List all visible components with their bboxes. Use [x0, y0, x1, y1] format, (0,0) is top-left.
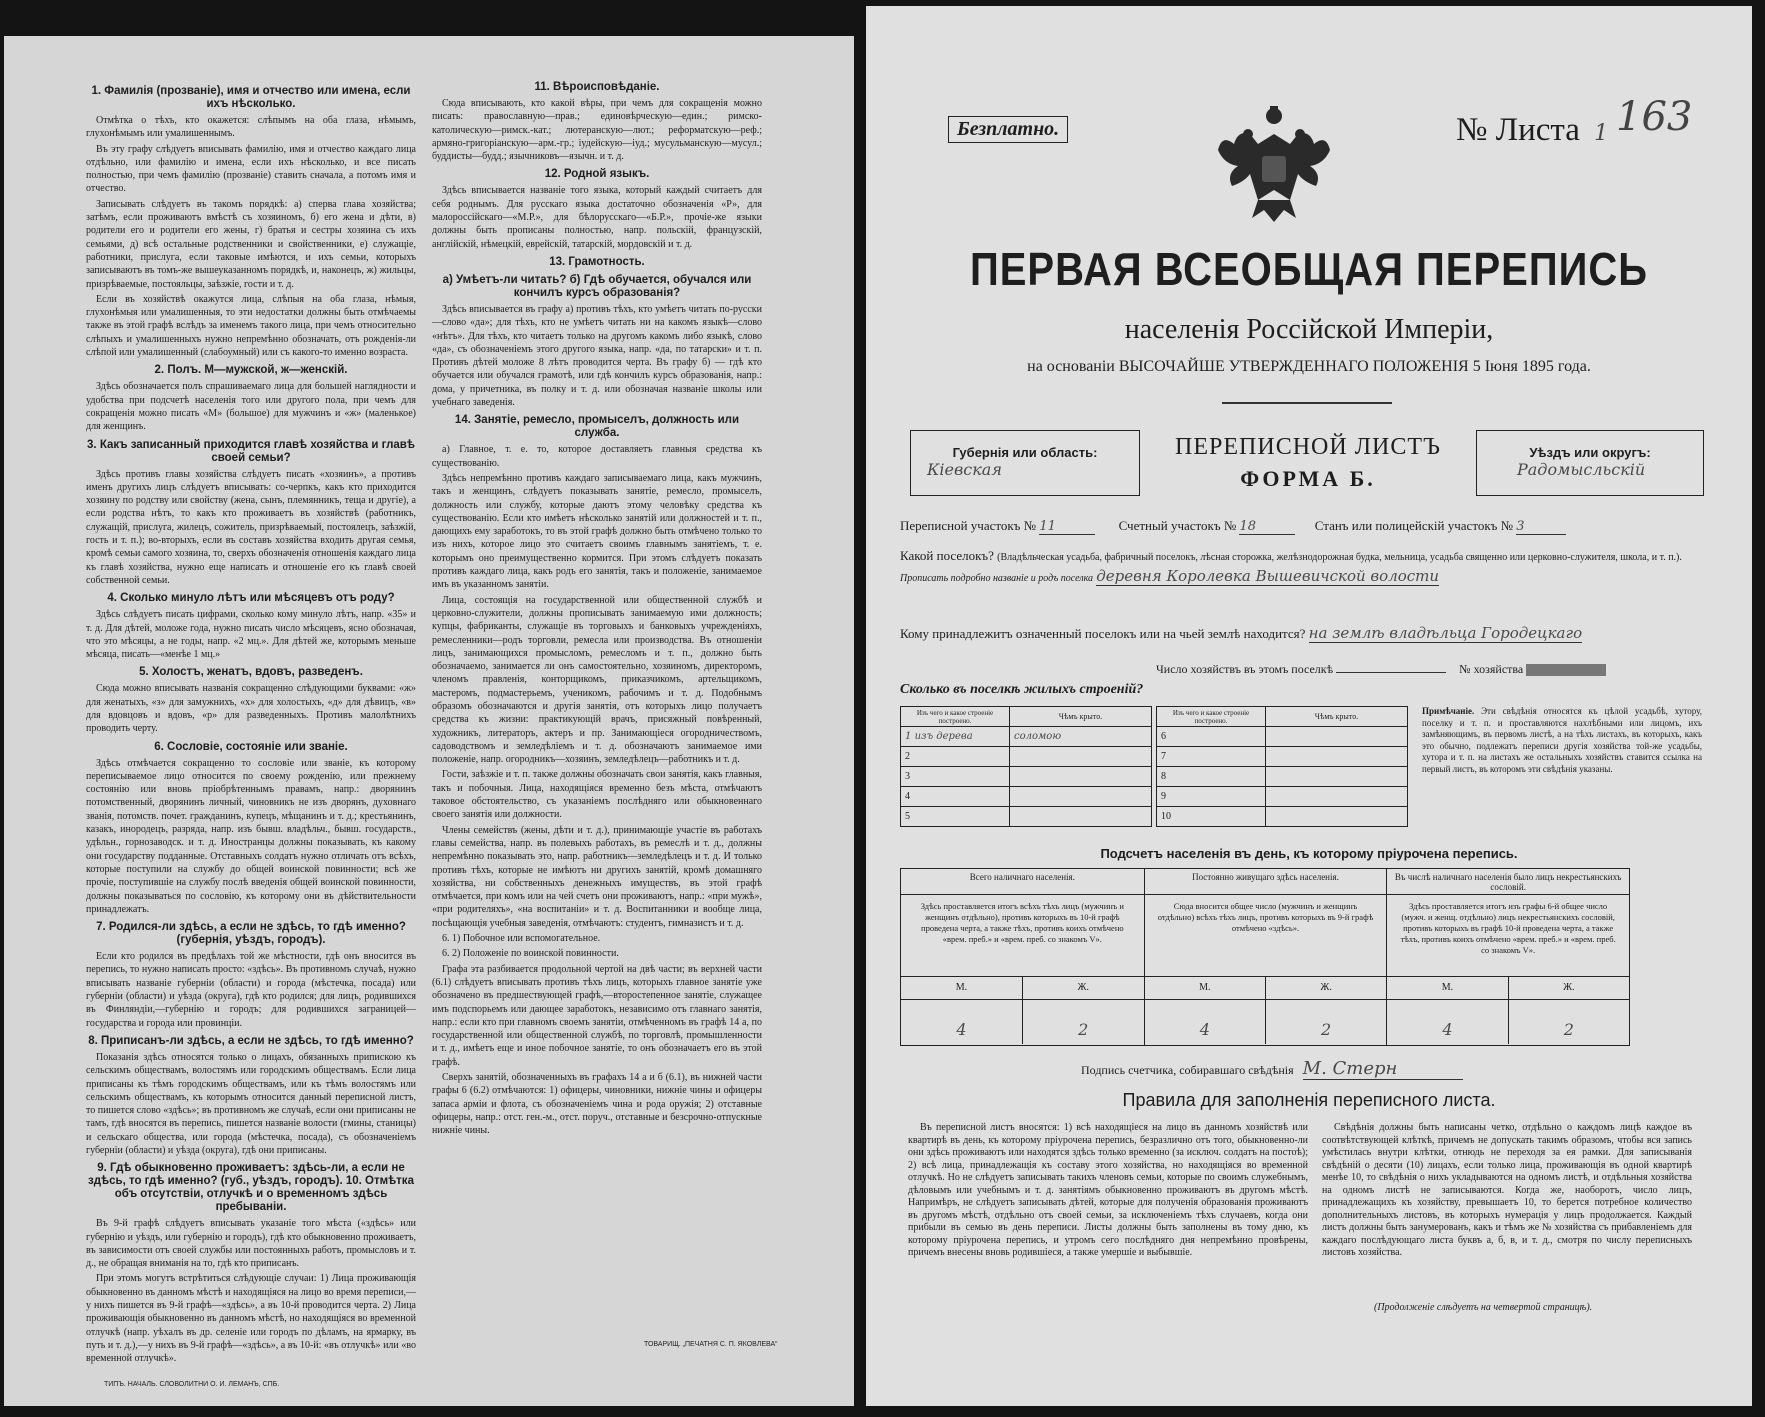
instruction-paragraph: Въ эту графу слѣдуетъ вписывать фамилію, имя и отчество каждаго лица отдѣльно, или фамилію и имена, если ихъ нѣсколько, и все писать полностью, при чемъ фамилію (прозваніе) ставить сначала, а потомъ имя и отчество. — [86, 143, 416, 195]
count-column — [1386, 869, 1629, 1045]
instruction-paragraph: Члены семействъ (жены, дѣти и т. д.), принимающіе участіе въ работахъ главы семейства, напр. въ полевыхъ работахъ, въ ремеслѣ и т. д., должны непремѣнно показывать это, напр. работникъ—земледѣлецъ и т. д. И только противъ тѣхъ, которые не имѣютъ ни другихъ занятій, кромѣ домашняго хозяйства, ни собственныхъ денежныхъ имуществъ, въ этой графѣ отмѣчается, при комъ или на чей счетъ они проживаютъ, напр.: «при мужѣ», «при родителяхъ», «на воспитаніи» и т. д. Воспитанники и вообще лица, посѣщающія учебныя заведенія, отмѣчаютъ: студентъ, гимназистъ и т. д. — [432, 824, 762, 929]
printer-imprint-left: ТИПЪ. НАЧАЛЬ. СЛОВОЛИТНИ О. И. ЛЕМАНЪ, СПБ. — [104, 1381, 280, 1388]
counter-signature: М. Стерн — [1303, 1058, 1463, 1080]
instruction-heading: 6. Сословіе, состояніе или званіе. — [154, 740, 348, 753]
rules-left-text: Въ переписной листъ вносятся: 1) всѣ находящіеся на лицо въ данномъ хозяйствѣ или квартирѣ въ день, къ которому пріурочена перепись, безразлично отъ того, обыкновенно-ли они здѣсь проживаютъ или находятся здѣсь только временно (за исключ. солдатъ на постоѣ); 2) всѣ лица, принадлежащія къ составу этого хозяйства, но находящіяся во временной отлучкѣ. Но не слѣдуетъ записывать такихъ членовъ семьи, которые по своимъ служебнымъ, дѣловымъ или учебнымъ и т. д. занятіямъ обыкновенно проживаютъ въ другомъ мѣстѣ. Напримѣръ, не слѣдуетъ записывать дѣтей, которые для полученія образованія проживаютъ въ другомъ мѣстѣ, отдѣльно отъ своей семьи, за исключеніемъ тѣхъ случаевъ, когда они прибыли въ семью въ день переписи. Листы должны быть заполнены въ тому дню, къ которому пріурочена перепись, и утромъ сего послѣдняго дня непремѣнно провѣрены, причемъ внесены вновь родившіеся, а также умершіе и выбывшіе. — [908, 1122, 1308, 1258]
instruction-paragraph: Показанія здѣсь относятся только о лицахъ, обязанныхъ припискою къ сельскимъ обществамъ, волостямъ или городскимъ обществамъ. Если лица приписаны къ тѣмъ городскимъ обществамъ, или къ тѣмъ волостямъ или сельскимъ обществамъ, къ которымъ относится данный переписной листъ, то пишется слово «здѣсь»; въ противномъ же случаѣ, если они приписаны не тамъ, гдѣ вносятся въ перепись, пишется названіе волости (гмины, станицы) и сельскаго общества, или города (мѣстечка, посада), съ обозначеніемъ губерніи (области) и уѣзда (округа), гдѣ они приписаны. — [86, 1051, 416, 1156]
rules-continuation: (Продолженіе слѣдуетъ на четвертой страницѣ). — [1374, 1302, 1593, 1313]
male-count: 4 — [1145, 1000, 1266, 1044]
instruction-paragraph: 6. 2) Положеніе по воинской повинности. — [442, 948, 619, 960]
owner-row: Кому принадлежитъ означенный поселокъ или на чьей землѣ находится? на землѣ владѣльца Городецкаго — [900, 624, 1583, 642]
instruction-heading: 5. Холостъ, женатъ, вдовъ, разведенъ. — [139, 666, 363, 679]
count-column-desc: Здѣсь проставляется итогъ изъ графы 6-й общее число (мужч. и женщ. отдѣльно) лицъ некрестьянскихъ сословій, противъ которыхъ въ графѣ 10-й проведена черта, а также тѣхъ, противъ коихъ отмѣчено «врем. преб.» и «врем. преб. со знакомъ V». — [1387, 895, 1629, 977]
census-subtitle: населенія Россійской Имперіи, — [1124, 314, 1494, 345]
instruction-paragraph: Здѣсь непремѣнно противъ каждаго записываемаго лица, какъ мужчинъ, такъ и женщинъ, слѣдуетъ показывать занятіе, ремесло, промыселъ, должность или службу, которые даютъ этому человѣку средства къ существованію. Если кто имѣетъ нѣсколько занятій или должностей и т. п., дающихъ ему заработокъ, то въ этой графѣ должно быть отмѣчено только то изъ нихъ, которое лицо это считаетъ своимъ главнымъ занятіемъ, т. е. которымъ оно преимущественно кормится. При этомъ слѣдуетъ показать противъ каждаго лица, какъ родъ его занятія, такъ и положеніе, занимаемое имъ въ указанномъ занятіи. — [432, 472, 762, 591]
count-column — [1144, 869, 1387, 1045]
instruction-paragraph: Здѣсь вписывается въ графу а) противъ тѣхъ, кто умѣетъ читать по-русски—слово «да»; для тѣхъ, кто не умѣетъ читать ни на какомъ языкѣ—слово «нѣтъ». Для тѣхъ, кто читаетъ только на другомъ какомъ либо языкѣ, слово «да», съ обозначеніемъ этого другого языка, напр. «да, по татарски» и т. п. Противъ дѣтей моложе 8 лѣтъ проводится черта. Въ графу б) — гдѣ кто обучается или обучался грамотѣ, или гдѣ кончилъ курсъ образованія, напр.: дома, у причетника, въ полку и т. д. или обозначая названіе школы или учебнаго заведенія. — [432, 303, 762, 409]
instruction-paragraph: Графа эта разбивается продольной чертой на двѣ части; въ верхней части (6.1) слѣдуетъ вписывать противъ тѣхъ лицъ, которыхъ главное занятіе уже обозначено въ предшествующей графѣ,—второстепенное занятіе, служащее имъ подспорьемъ или дающее заработокъ, независимо отъ главнаго занятія, напр.: если кто при главномъ своемъ занятіи, отмѣченномъ въ графѣ 14 а, по государственной или общественной службѣ, по торговлѣ, промышленности и т. д., имѣетъ еще и иное побочное занятіе, то онъ обозначаетъ его въ этой графѣ. — [432, 963, 762, 1068]
census-basis: на основаніи ВЫСОЧАЙШЕ УТВЕРЖДЕННАГО ПОЛОЖЕНІЯ 5 Іюня 1895 года. — [1027, 358, 1591, 375]
rules-title: Правила для заполненія переписного листа. — [1122, 1090, 1496, 1110]
households-row: Число хозяйствъ въ этомъ поселкѣ № хозяйства — [1156, 662, 1606, 677]
instruction-paragraph: Сюда вписывають, кто какой вѣры, при чемъ для сокращенія можно писать: православную—прав.; единовѣрческую—един.; римско-католическую—римск.-кат.; лютеранскую—лют.; реформатскую—реф.; армяно-григоріанскую—арм.-гр.; іудейскую—іуд.; мусульманскую—мусул.; буддисты—будд.; язычниковъ—язычн. и т. д. — [432, 98, 762, 163]
uezd-value: Радомысльскій — [1517, 460, 1646, 479]
district-row: Переписной участокъ № 11 Счетный участокъ № 18 Станъ или полицейскій участокъ № 3 — [900, 518, 1720, 535]
count-column-head: Въ числѣ наличнаго населенія было лицъ некрестьянскихъ сословій. — [1387, 869, 1629, 895]
right-column-instructions — [432, 76, 762, 1366]
count-column-head: Постоянно живущаго здѣсь населенія. — [1145, 869, 1387, 895]
gubernia-box: Губернія или область: Кіевская — [910, 430, 1140, 496]
instruction-paragraph: 6. 1) Побочное или вспомогательное. — [442, 933, 601, 945]
instruction-heading: 1. Фамилія (прозваніе), имя и отчество или имена, если ихъ нѣсколько. — [91, 85, 411, 110]
instruction-heading: 7. Родился-ли здѣсь, а если не здѣсь, то гдѣ именно? (губернія, уѣздъ, городъ). — [96, 921, 406, 947]
instruction-paragraph: Здѣсь обозначается полъ спрашиваемаго лица для большей наглядности и удобства при подсчетѣ населенія того или другого пола, при чемъ для сокращенія можно писать «М» (большое) для мужчинъ и «ж» (маленькое) для женщинъ. — [86, 381, 416, 433]
census-district-value: 11 — [1039, 519, 1095, 535]
male-label: М. — [1145, 977, 1266, 999]
instruction-paragraph: Записывать слѣдуетъ въ такомъ порядкѣ: а) сперва глава хозяйства; затѣмъ, если проживаютъ вмѣстѣ съ хозяиномъ, б) его жена и дѣти, в) родители его и родители его жены, г) братья и сестры хозяина съ ихъ семьями, д) всѣ остальные родственники и свойственники, е) служащіе, работники, прислуга, если таковые имѣются, и ихъ семьи, которыхъ записываютъ въ томъ-же вышеуказанномъ порядкѣ, и, наконецъ, ж) жильцы, призрѣваемые, постояльцы, заѣзжіе, гости и т. д. — [86, 198, 416, 290]
buildings-note: Примѣчаніе. Эти свѣдѣнія относятся къ цѣлой усадьбѣ, хутору, поселку и т. п. и проставляются нахлѣбными или лицомъ, ихъ замѣняющимъ, въ первомъ листѣ, а на тѣхъ листахъ, въ которыхъ, какъ это обычно, подлежатъ переписи другія хозяйства той-же усадьбы, хутора и т. п. на листахъ же остальныхъ хозяйствъ ставится ссылка на первый листъ, въ которомъ эти свѣдѣнія указаны. — [1422, 706, 1702, 774]
instruction-heading: 9. Гдѣ обыкновенно проживаетъ: здѣсь-ли, а если не здѣсь, то гдѣ именно? (губ., уѣздъ, городъ). 10. Отмѣтка объ отсутствіи, отлучкѣ и о временномъ здѣсь пребываніи. — [88, 1162, 414, 1214]
left-column-instructions — [86, 80, 416, 1370]
instruction-paragraph: Въ 9-й графѣ слѣдуетъ вписывать указаніе того мѣста («здѣсь» или губернію и уѣздъ, или губернію и городъ), гдѣ кто обыкновенно проживаетъ, въ зависимости отъ своей службы или постоянныхъ работъ, промысловъ и т. д., не обращая вниманія на то, гдѣ кто приписанъ. — [86, 1218, 416, 1270]
male-count: 4 — [1387, 1000, 1508, 1044]
instruction-paragraph: Отмѣтка о тѣхъ, кто окажется: слѣпымъ на оба глаза, нѣмымъ, глухонѣмымъ или умалишеннымъ. — [86, 115, 416, 140]
instruction-heading: 14. Занятіе, ремесло, промыселъ, должность или служба. — [454, 414, 740, 440]
female-count: 2 — [1321, 1020, 1332, 1039]
uezd-box: Уѣздъ или округъ: Радомысльскій — [1476, 430, 1704, 496]
gubernia-value: Кіевская — [927, 460, 1002, 479]
census-form-page — [866, 6, 1752, 1406]
counting-district-value: 18 — [1239, 519, 1295, 535]
female-label: Ж. — [1320, 982, 1332, 993]
instruction-heading: 3. Какъ записанный приходится главѣ хозяйства и главѣ своей семьи? — [87, 438, 415, 464]
count-column-desc: Здѣсь проставляется итогъ всѣхъ тѣхъ лицъ (мужчинъ и женщинъ отдѣльно), противъ которыхъ въ 10-й графѣ проведена черта, а также тѣхъ, противъ коихъ отмѣчено «врем. преб.» и «врем. преб. со знакомъ V». — [901, 895, 1144, 977]
instruction-heading: 13. Грамотность. — [549, 255, 645, 268]
female-label: Ж. — [1563, 982, 1575, 993]
male-label: М. — [1387, 977, 1508, 999]
building-row-1: 1 изъ дерева — [901, 727, 1010, 747]
buildings-label: Сколько въ поселкѣ жилыхъ строеній? — [900, 682, 1144, 697]
instruction-paragraph: Гости, заѣзжіе и т. п. также должны обозначать свои занятія, какъ главныя, такъ и побочныя. Лица, находящіяся временно безъ мѣста, отмѣчаютъ таковое обстоятельство, съ указаніемъ послѣдняго или обыкновеннаго своего занятія или должности. — [432, 769, 762, 821]
population-count-title: Подсчетъ населенія въ день, къ которому пріурочена перепись. — [1100, 846, 1518, 861]
instruction-paragraph: Если въ хозяйствѣ окажутся лица, слѣпыя на оба глаза, нѣмыя, глухонѣмыя или умалишенныя, то эти недостатки должны быть отмѣчаемы также въ этой графѣ вслѣдъ за именемъ такого лица, при чемъ относительно слѣпыхъ и умалишенныхъ нужно непремѣнно обозначать, отъ рожденія-ли слѣпой или умалишенный (слабоумный) или съ какого-то именно возраста. — [86, 293, 416, 359]
counter-signature-row: Подпись счетчика, собиравшаго свѣдѣнія М. Стерн — [1081, 1058, 1463, 1080]
left-page — [4, 36, 854, 1406]
instruction-paragraph: Здѣсь противъ главы хозяйства слѣдуетъ писать «хозяинъ», а противъ именъ другихъ лицъ слѣдуетъ вписывать: со-черпкъ, какъ кто приходится хозяину по родству или свойству (жена, сынъ, племянникъ, теща и другіе), а если родства нѣтъ, то какъ кто проживаетъ въ хозяйствѣ (работникъ, служащій, прислуга, жилецъ, сожитель, призрѣваемый, постоялецъ, заѣзжій, гость и т. п.); во-вторыхъ, если въ составъ хозяйства входить другая семья, кромѣ семьи самого хозяина, то, сверхъ обозначенія отношенія каждаго лица къ главѣ хозяйства, нужно еще написать и отношеніе его къ главѣ своей собственной семьи. — [86, 468, 416, 586]
instruction-heading: 11. Вѣроисповѣданіе. — [534, 81, 660, 93]
printer-imprint-right: ТОВАРИЩ. „ПЕЧАТНЯ С. П. ЯКОВЛЕВА“ — [644, 1341, 778, 1348]
form-title: ПЕРЕПИСНОЙ ЛИСТЪ — [1175, 434, 1441, 460]
settlement-row: Какой поселокъ? (Владѣльческая усадьба, фабричный поселокъ, лѣсная сторожка, желѣзнодорожная будка, мельница, усадьба священно или церковно-служителя, школа, и т. п.). Прописать подробно названіе и родъ поселка деревня Королевка Вышевичской волости — [900, 548, 1682, 585]
instruction-paragraph: Здѣсь вписывается названіе того языка, который каждый считаетъ для себя роднымъ. Для русскаго языка достаточно обозначенія «Р», для малороссійскаго—«М.Р.», для бѣлорусскаго—«Б.Р.», прочіе-же языки должны быть прописаны полностью, напр. польскій, французскій, англійскій, нѣмецкій, еврейскій, татарскій, мордовскій и т. д. — [432, 185, 762, 250]
instruction-paragraph: Сюда можно вписывать названія сокращенно слѣдующими буквами: «ж» для женатыхъ, «з» для замужнихъ, «х» для холостыхъ, «д» для дѣвицъ, «в» для вдовцовъ и вдовъ, «р» для разведенныхъ. Противъ малолѣтнихъ проводить черту. — [86, 683, 416, 735]
sheet-number-value: 1 — [1594, 121, 1609, 146]
rules-right-text: Свѣдѣнія должны быть написаны четко, отдѣльно о каждомъ лицѣ каждое въ соотвѣтствующей клѣткѣ, причемъ не допускать такимъ образомъ, чтобы вся запись умѣстилась внутри клѣтки, отнюдь не переходя за ея рамки. Для записыванія свѣдѣній о десяти (10) лицахъ, если только лица, проживающія въ одной квартирѣ менѣе 10, то свѣдѣнія о нихъ укладываются на одномъ листѣ, и отдѣльныя хозяйства на одномъ листѣ не записываются. Когда же, наоборотъ, число лицъ, принадлежащихъ къ хозяйству, превышаетъ 10, то берется потребное количество дополнительныхъ листовъ, въ которыхъ нумерація у лицъ продолжается. Каждый листъ должны быть занумерованъ, какъ и тѣмъ же № хозяйства съ прибавленіемъ для каждаго послѣдующаго листа буквъ а, б, в, и т. д., смотря по числу переписныхъ листовъ хозяйства. — [1322, 1122, 1692, 1258]
count-column — [901, 869, 1144, 1045]
buildings-table-left: Изъ чего и какое строеніе построено. Чѣмъ крыто. 1 изъ дерева соломою 2 3 4 5 — [900, 706, 1152, 827]
owner-value: на землѣ владѣльца Городецкаго — [1308, 624, 1583, 642]
police-district-value: 3 — [1516, 519, 1566, 535]
female-count: 2 — [1078, 1020, 1089, 1039]
free-of-charge-stamp: Безплатно. — [948, 116, 1068, 143]
form-subtitle: ФОРМА Б. — [1240, 466, 1376, 491]
sheet-number-label: № Листа 1 — [1456, 112, 1609, 148]
male-label: М. — [901, 977, 1023, 999]
instruction-paragraph: Если кто родился въ предѣлахъ той же мѣстности, гдѣ онъ вносится въ перепись, то нужно написать просто: «здѣсь». Въ противномъ случаѣ, нужно вписывать названіе губерніи (области) и города (мѣстечка, посада) или губерніи (области) и уѣзда (округа), гдѣ кто родился; для лицъ, родившихся въ Финляндіи,—губернію и городъ; для родившихся заграницей—государства и города или провинціи. — [86, 951, 416, 1029]
female-label: Ж. — [1077, 982, 1089, 993]
instruction-paragraph: Сверхъ занятій, обозначенныхъ въ графахъ 14 а и б (6.1), въ нижней части графы 6 (6.2) отмѣчаются: 1) офицеры, чиновники, нижніе чины и офицеры запаса арміи и флота, съ обозначеніемъ чина и рода оружія; 2) отставные офицеры, напр.: отст. ген.-м., отст. поруч., отставные и безсрочно-отпускные нижніе чины. — [432, 1072, 762, 1137]
instruction-paragraph: Здѣсь слѣдуетъ писать цифрами, сколько кому минуло лѣтъ, напр. «35» и т. д. Для дѣтей, моложе года, нужно писать число мѣсяцевъ, ясно обозначая, что это мѣсяцы, а не годы, напр. «2 мц.». Для дѣтей же, которымъ меньше мѣсяца, писать—«менѣе 1 мц.» — [86, 609, 416, 661]
count-column-head: Всего наличнаго населенія. — [901, 869, 1144, 895]
instruction-paragraph: а) Главное, т. е. то, которое доставляетъ главныя средства къ существованію. — [432, 444, 762, 469]
count-column-desc: Сюда вносится общее число (мужчинъ и женщинъ отдѣльно) всѣхъ тѣхъ лицъ, противъ которыхъ въ 9-й графѣ отмѣчено «здѣсь». — [1145, 895, 1387, 977]
female-count: 2 — [1563, 1020, 1574, 1039]
census-title: ПЕРВАЯ ВСЕОБЩАЯ ПЕРЕПИСЬ — [970, 244, 1648, 296]
male-count: 4 — [901, 1000, 1023, 1044]
instruction-heading: 4. Сколько минуло лѣтъ или мѣсяцевъ отъ роду? — [107, 592, 395, 605]
instruction-paragraph: При этомъ могутъ встрѣтиться слѣдующіе случаи: 1) Лица проживающія обыкновенно въ данномъ мѣстѣ и находящіяся на лицо во время переписи,—у нихъ пишется въ 9-й графѣ—«здѣсь», а въ 10-й проводится черта. 2) Лица проживающія обыкновенно въ данномъ мѣстѣ, но находящіяся во временной отлучкѣ (напр. уѣхалъ въ др. селеніе или городъ по дѣламъ, на ярмарку, въ путь и т. д.),—у нихъ въ 9-й графѣ—«здѣсь», а въ 10-й: «въ отлучкѣ» или «во временной отлучкѣ». — [86, 1273, 416, 1365]
instruction-heading: 2. Полъ. М—мужской, ж—женскій. — [154, 364, 348, 377]
imperial-eagle-emblem — [1214, 104, 1334, 226]
archive-number: 163 — [1616, 94, 1693, 140]
settlement-value: деревня Королевка Вышевичской волости — [1096, 567, 1440, 585]
population-count-table — [900, 868, 1630, 1046]
instruction-heading: а) Умѣетъ-ли читать? б) Гдѣ обучается, обучался или кончилъ курсъ образованія? — [442, 273, 752, 299]
instruction-heading: 12. Родной языкъ. — [544, 168, 650, 181]
buildings-table-right: Изъ чего и какое строеніе построено. Чѣмъ крыто. 6 7 8 9 10 — [1156, 706, 1408, 827]
instruction-heading: 8. Приписанъ-ли здѣсь, а если не здѣсь, то гдѣ именно? — [88, 1034, 414, 1047]
instruction-paragraph: Лица, состоящія на государственной или общественной службѣ и церковно-служители, должны прописывать занимаемую ими должность; купцы, фабриканты, служащіе въ торговыхъ и банковыхъ учрежденіяхъ, ремесленники—родъ торговли, ремесла или производства. Въ отношеніи лицъ, занимающихся промысломъ, ремесломъ и т. п., должно быть обозначаемо, занимается ли онъ самостоятельно, хозяиномъ, директоромъ, членомъ правленія, конторщикомъ, приказчикомъ, артельщикомъ, мастеромъ, подмастерьемъ, ученикомъ, рабочимъ и т. д. Подобнымъ образомъ обозначаются и другія занятія, отъ которыхъ лицо получаетъ средства къ жизни: практикующій врачъ, присяжный повѣренный, художникъ, литераторъ, актеръ и пр. Занимающіеся огородничествомъ, садоводствомъ и земледѣліемъ и т. д. обозначаютъ занимаемое ими положеніе, напр. огородникъ—хозяинъ, земледѣлецъ—работникъ и т. д. — [432, 594, 762, 766]
instruction-paragraph: Здѣсь отмѣчается сокращенно то сословіе или званіе, къ которому переписываемое лицо относится по своему рожденію, или прежнему состоянію или вновь пріобрѣтеннымъ правамъ, напр.: дворянинъ потомственный, дворянинъ личный, чиновникъ не изъ дворянъ, духовнаго званія, потомств. почет. гражданинъ, купецъ, мѣщанинъ и т. д.; крестьянинъ, казакъ, инородецъ, разряда, напр. изъ бывш. владѣльч., бывш. государств., удѣльн., горнозаводск. и т. д. Иностранцы должны показывать, къ какому они государству подданные. Отставныхъ солдатъ нужно отличать отъ всѣхъ, которые поступили на службу до общей воинской повинности; всѣ же прочіе, поступившіе на службу послѣ введенія общей воинской повинности, должны показываться по сословію, къ которому они въ дѣйствительности принадлежатъ. — [86, 757, 416, 915]
title-divider — [1222, 402, 1392, 404]
